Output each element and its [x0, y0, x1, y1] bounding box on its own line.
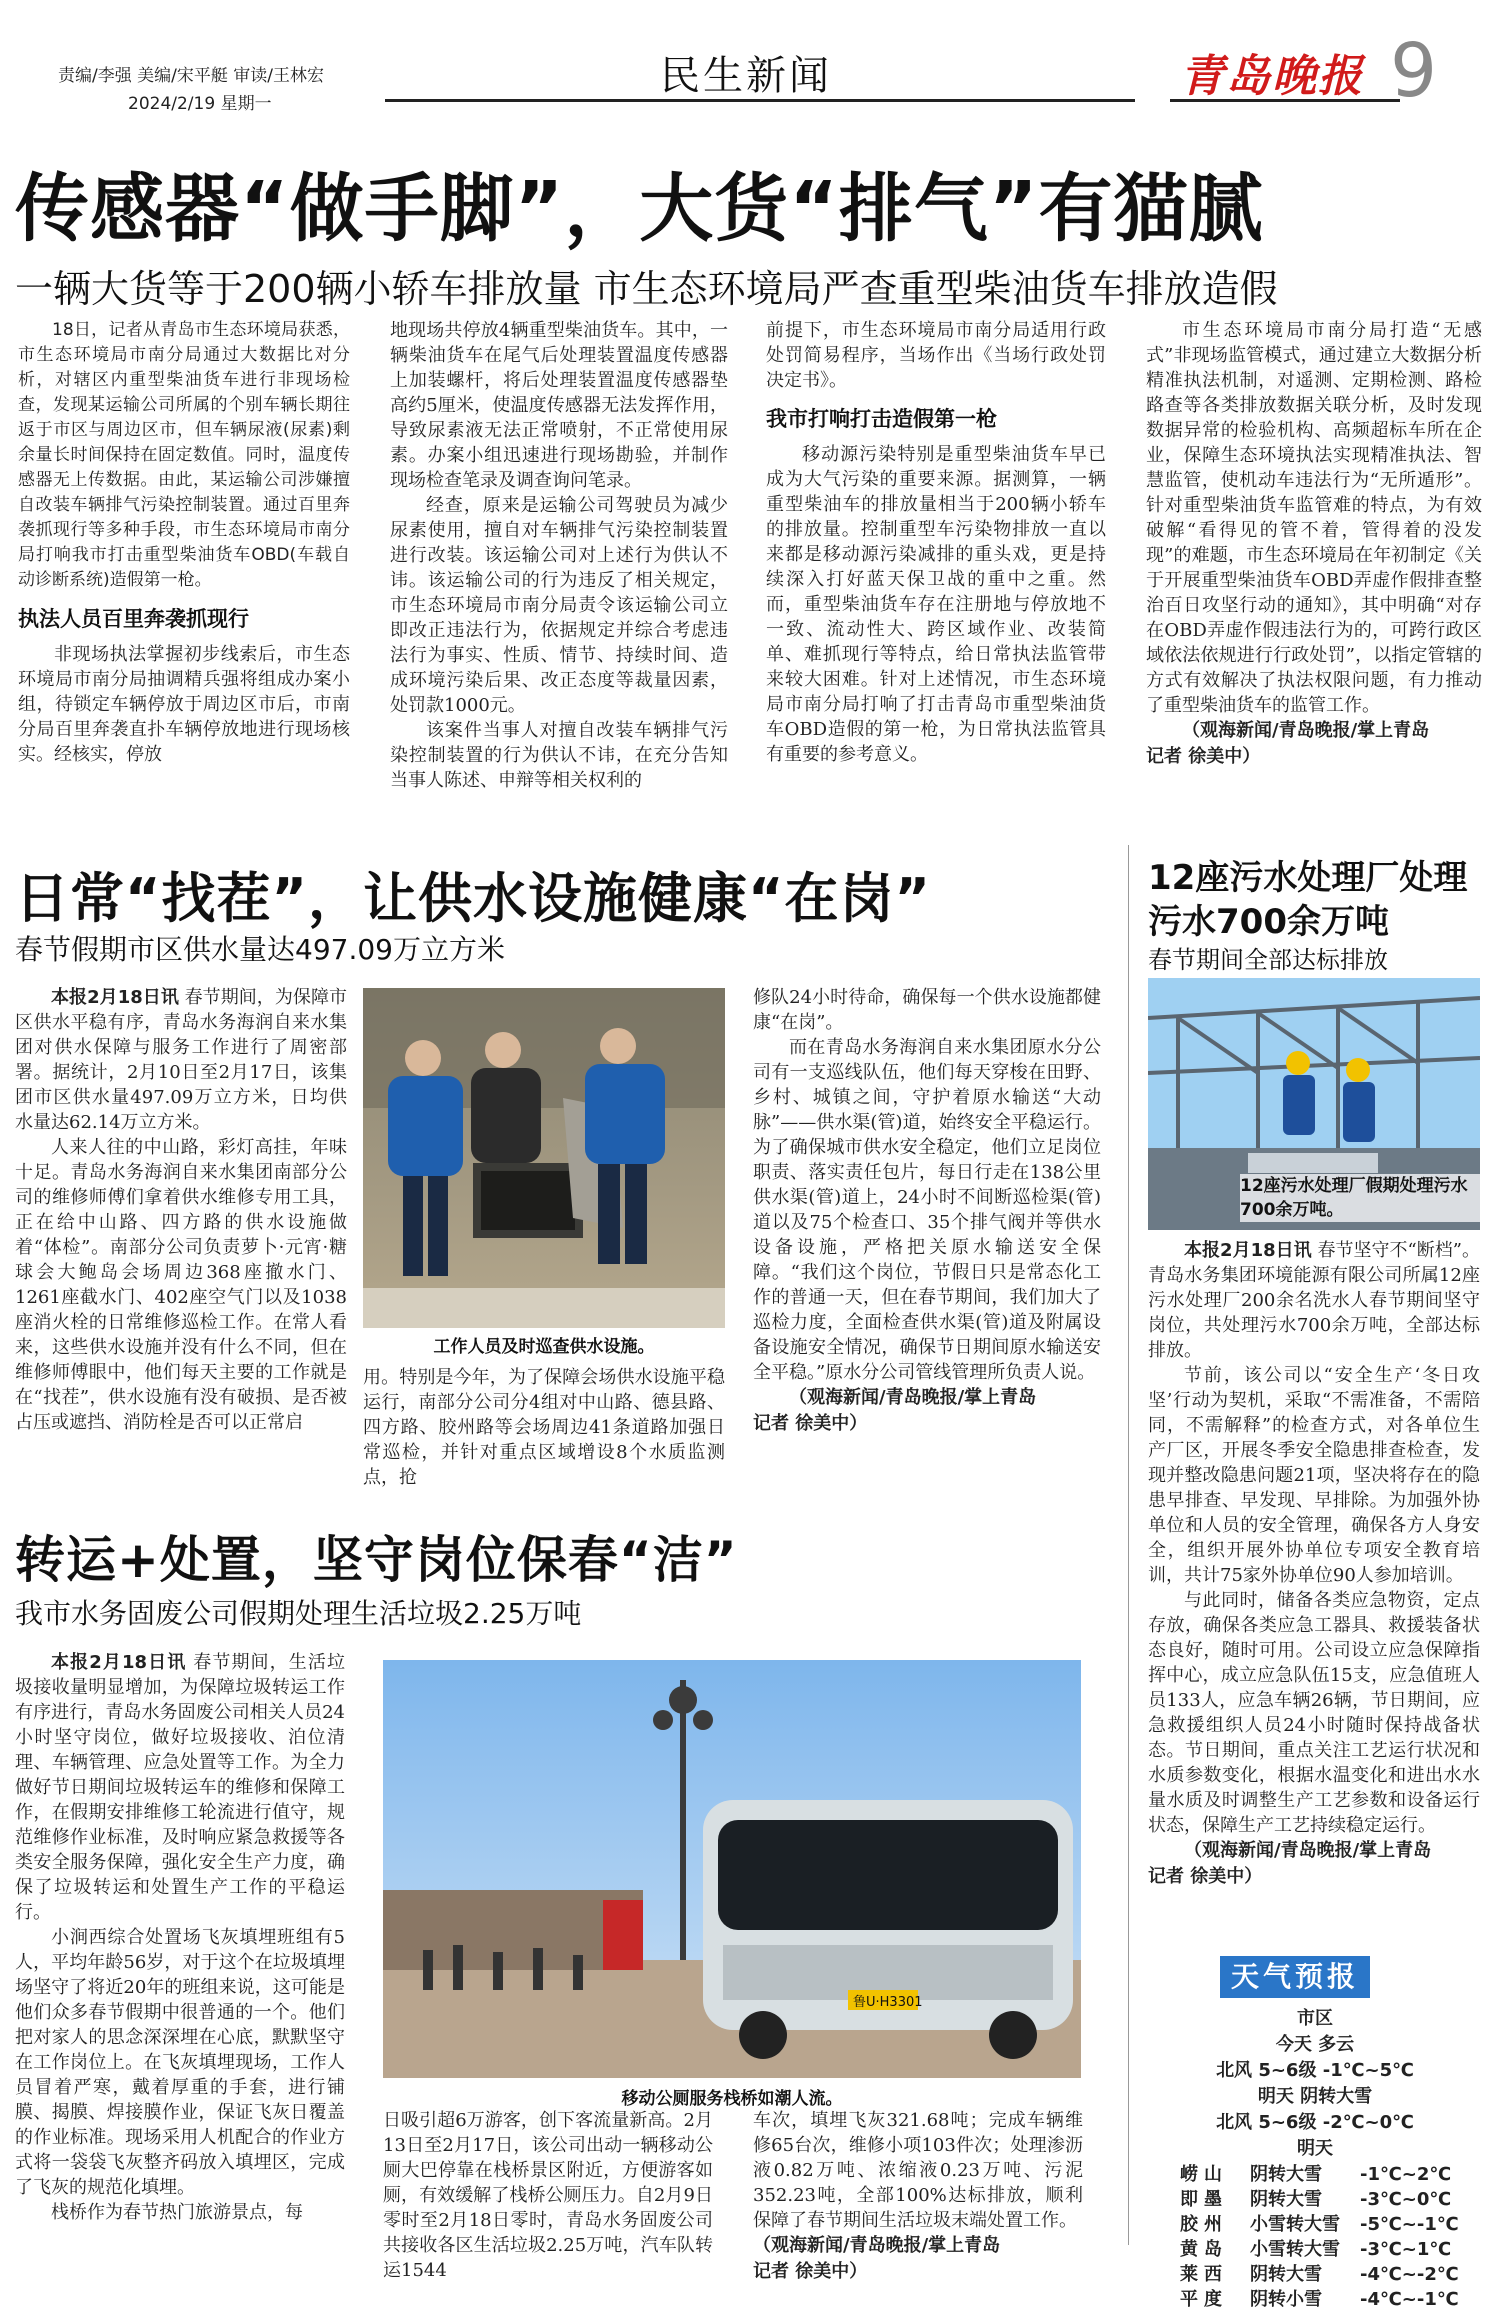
- story1-subhead-b: 我市打响打击造假第一枪: [766, 407, 997, 431]
- column-divider: [1128, 845, 1129, 2245]
- page-number: 9: [1390, 28, 1438, 114]
- story2-col3-p1: 修队24小时待命，确保每一个供水设施都健康“在岗”。: [753, 987, 1101, 1033]
- story4-subheadline: 我市水务固废公司假期处理生活垃圾2.25万吨: [15, 1597, 582, 1630]
- story1-para-a: 非现场执法掌握初步线索后，市生态环境局市南分局抽调精兵强将组成办案小组，待锁定车辆停放于周边区市后，市南分局百里奔袭直扑车辆停放地进行现场核实。经核实，停放: [18, 644, 350, 765]
- story1-col3-p2: 移动源污染特别是重型柴油货车早已成为大气污染的重要来源。据测算，一辆重型柴油车的排放量相当于200辆小轿车的排放量。控制重型车污染物排放一直以来都是移动源污染减排的重头戏，更是持续深入打好蓝天保卫战的重中之重。然而，重型柴油货车存在注册地与停放地不一致、流动性大、跨区域作业、改装简单、难抓现行等特点，给日常执法监管带来较大困难。针对上述情况，市生态环境局市南分局打响了打击青岛市重型柴油货车OBD造假的第一枪，为日常执法监管具有重要的参考意义。: [766, 444, 1106, 765]
- story1-col2: [390, 318, 728, 793]
- weather-tomorrow-detail: 北风 5~6级 -2℃~0℃: [1216, 2112, 1414, 2133]
- story3-lead-tag: 本报2月18日讯: [1184, 1240, 1312, 1261]
- story1-col1: [18, 318, 350, 767]
- story3-headline: 12座污水处理厂处理污水700余万吨: [1148, 858, 1468, 942]
- story1-col3-p1: 前提下，市生态环境局市南分局适用行政处罚简易程序，当场作出《当场行政处罚决定书》。: [766, 320, 1106, 391]
- header-rule: [385, 99, 1135, 102]
- story4-col3-p1: 车次，填埋飞灰321.68吨；完成车辆维修65台次，维修小项103件次；处理渗沥液0.82万吨、浓缩液0.23万吨、污泥352.23吨，全部100%达标排放，顺利保障了春节期间生活垃圾末端处置工作。: [753, 2110, 1083, 2231]
- story3-byline: （观海新闻/青岛晚报/掌上青岛: [1184, 1840, 1432, 1861]
- weather-districts-label: 明天: [1297, 2138, 1333, 2159]
- weather-today: 今天 多云: [1275, 2034, 1355, 2055]
- story3-p1: 春节坚守不“断档”。青岛水务集团环境能源有限公司所属12座污水处理厂200余名洗水人春节期间坚守岗位，共处理污水700余万吨，全部达标排放。: [1148, 1240, 1481, 1361]
- story4-lead-tag: 本报2月18日讯: [51, 1652, 187, 1673]
- weather-district-row: 崂山 阴转大雪 -1℃~2℃: [1180, 2164, 1452, 2185]
- story1-col2-p2: 经查，原来是运输公司驾驶员为减少尿素使用，擅自对车辆排气污染控制装置进行改装。该运输公司对上述行为供认不讳。该运输公司的行为违反了相关规定，市生态环境局市南分局责令该运输公司立即改正违法行为，依据规定并综合考虑违法行为事实、性质、情节、持续时间、造成环境污染后果、改正态度等裁量因素，处罚款1000元。: [390, 495, 728, 716]
- weather-tomorrow: 明天 阴转大雪: [1257, 2086, 1373, 2107]
- mobile-toilet-bus-photo: [383, 1660, 1081, 2078]
- story1-col2-p1: 地现场共停放4辆重型柴油货车。其中，一辆柴油货车在尾气后处理装置温度传感器上加装螺杆，将后处理装置温度传感器垫高约5厘米，使温度传感器无法发挥作用，导致尿素液无法正常喷射，不正常使用尿素。办案小组迅速进行现场勘验，并制作现场检查笔录及调查询问笔录。: [390, 320, 728, 491]
- weather-district-row: 胶州 小雪转大雪 -5℃~-1℃: [1180, 2214, 1459, 2235]
- story4-col1-p2: 小涧西综合处置场飞灰填埋班组有5人，平均年龄56岁，对于这个在垃圾填埋场坚守了将近20年的班组来说，这可能是他们众多春节假期中很普通的一个。他们把对家人的思念深深埋在心底，默默坚守在工作岗位上。在飞灰填埋现场，工作人员冒着严寒，戴着厚重的手套，进行铺膜、揭膜、焊接膜作业，保证飞灰日覆盖的作业标准。现场采用人机配合的作业方式将一袋袋飞灰整齐码放入填埋区，完成了飞灰的规范化填埋。: [15, 1927, 345, 2198]
- weather-area: 市区: [1297, 2008, 1333, 2029]
- story3-p3: 与此同时，储备各类应急物资，定点存放，确保各类应急工器具、救援装备状态良好，随时可用。公司设立应急保障指挥中心，成立应急队伍15支，应急值班人员133人，应急车辆26辆，节日期间，应急救援组织人员24小时随时保持战备状态。节日期间，重点关注工艺运行状况和水质参数变化，根据水温变化和进出水水量水质及时调整生产工艺参数和设备运行状态，保障生产工艺持续稳定运行。: [1148, 1590, 1480, 1836]
- weather-district-list: [1150, 2162, 1480, 2312]
- weather-today-detail: 北风 5~6级 -1℃~5℃: [1216, 2060, 1414, 2081]
- story2-headline: 日常“找茬”，让供水设施健康“在岗”: [15, 867, 931, 930]
- story2-col3-p2: 而在青岛水务海润自来水集团原水分公司有一支巡线队伍，他们每天穿梭在田野、乡村、城镇之间，守护着原水输送“大动脉”——供水渠(管)道，始终安全平稳运行。为了确保城市供水安全稳定，他们立足岗位职责、落实责任包片，每日行走在138公里供水渠(管)道上，24小时不间断巡检渠(管)道以及75个检查口、35个排气阀并等供水设备设施，严格把关原水输送安全保障。“我们这个岗位，节假日只是常态化工作的普通一天，但在春节期间，我们加大了巡检力度，全面检查供水渠(管)道及附属设备设施安全情况，确保节日期间原水输送安全平稳。”原水分公司管线管理所负责人说。: [753, 1037, 1101, 1383]
- water-inspection-photo: [363, 988, 725, 1328]
- weather-title: 天气预报: [1220, 1956, 1370, 1998]
- story2-lead-tag: 本报2月18日讯: [51, 987, 179, 1008]
- story3-reporter: 记者 徐美中）: [1148, 1866, 1263, 1887]
- story4-byline: （观海新闻/青岛晚报/掌上青岛: [753, 2235, 1001, 2256]
- story2-col1: [15, 985, 347, 1435]
- paper-logo: 青岛晚报: [1180, 51, 1364, 102]
- story2-col2-p1: 用。特别是今年，为了保障会场供水设施平稳运行，南部分公司分4组对中山路、德县路、四方路、胶州路等会场周边41条道路加强日常巡检，并针对重点区域增设8个水质监测点，抢: [363, 1367, 725, 1488]
- header-credits: [58, 62, 324, 118]
- story3-body: [1148, 1238, 1480, 1890]
- weather-district-row: 即墨 阴转大雪 -3℃~0℃: [1180, 2189, 1452, 2210]
- weather-district-row: 黄岛 小雪转大雪 -3℃~1℃: [1180, 2239, 1452, 2260]
- section-name: 民生新闻: [660, 53, 832, 99]
- story4-col1-p1: 春节期间，生活垃圾接收量明显增加，为保障垃圾转运工作有序进行，青岛水务固废公司相关人员24小时坚守岗位，做好垃圾接收、泊位清理、车辆管理、应急处置等工作。为全力做好节日期间垃圾转运车的维修和保障工作，在假期安排维修工轮流进行值守，规范维修作业标准，及时响应紧急救援等各类安全服务保障，强化安全生产力度，确保了垃圾转运和处置生产工作的平稳运行。: [15, 1652, 346, 1923]
- weather-panel: [1150, 2006, 1480, 2312]
- story1-reporter: 记者 徐美中）: [1146, 746, 1261, 767]
- story4-col3: [753, 2108, 1083, 2285]
- weather-district-row: 莱西 阴转大雪 -4℃~-2℃: [1180, 2264, 1459, 2285]
- story4-col1: [15, 1650, 345, 2225]
- credits-line: 责编/李强 美编/宋平艇 审读/王林宏: [58, 66, 324, 86]
- story1-col4-p1: 市生态环境局市南分局打造“无感式”非现场监管模式，通过建立大数据分析精准执法机制，对遥测、定期检测、路检路查等各类排放数据关联分析，及时发现数据异常的检验机构、高频超标车所在企业，保障生态环境执法实现精准执法、智慧监管，使机动车违法行为“无所遁形”。针对重型柴油货车监管难的特点，为有效破解“看得见的管不着，管得着的没发现”的难题，市生态环境局在年初制定《关于开展重型柴油货车OBD弄虚作假排查整治百日攻坚行动的通知》，其中明确“对存在OBD弄虚作假违法行为的，可跨行政区域依法依规进行行政处罚”，以指定管辖的方式有效解决了执法权限问题，有力推动了重型柴油货车的监管工作。: [1146, 320, 1482, 716]
- story2-photo-caption: 工作人员及时巡查供水设施。: [433, 1337, 655, 1357]
- bus-plate: 鲁U·H3301: [853, 1995, 923, 2010]
- story2-photo: [363, 988, 725, 1328]
- story4-col2-p1: 日吸引超6万游客，创下客流量新高。2月13日至2月17日，该公司出动一辆移动公厕大巴停靠在栈桥景区附近，方便游客如厕，有效缓解了栈桥公厕压力。自2月9日零时至2月18日零时，青岛水务固废公司共接收各区生活垃圾2.25万吨，汽车队转运1544: [383, 2110, 713, 2281]
- story2-byline: （观海新闻/青岛晚报/掌上青岛: [789, 1387, 1037, 1408]
- story2-col1-p1: 春节期间，为保障市区供水平稳有序，青岛水务海润自来水集团对供水保障与服务工作进行了周密部署。据统计，2月10日至2月17日，该集团市区供水量497.09万立方米，日均供水量达62.14万立方米。: [15, 987, 347, 1133]
- story1-subheadline: 一辆大货等于200辆小轿车排放量 市生态环境局严查重型柴油货车排放造假: [15, 267, 1278, 311]
- story3-subheadline: 春节期间全部达标排放: [1148, 946, 1388, 974]
- story1-subhead-a: 执法人员百里奔袭抓现行: [18, 607, 249, 631]
- story1-col2-p3: 该案件当事人对擅自改装车辆排气污染控制装置的行为供认不讳，在充分告知当事人陈述、申辩等相关权利的: [390, 720, 728, 791]
- story4-reporter: 记者 徐美中）: [753, 2261, 868, 2282]
- story1-col3: [766, 318, 1106, 767]
- story3-photo-caption: 12座污水处理厂假期处理污水700余万吨。: [1240, 1174, 1480, 1222]
- story2-col2: [363, 1365, 725, 1490]
- story4-col1-p3: 栈桥作为春节热门旅游景点，每: [51, 2202, 303, 2223]
- story4-photo: [383, 1660, 1081, 2078]
- story4-headline: 转运+处置，坚守岗位保春“洁”: [15, 1531, 738, 1589]
- story1-lead: 18日，记者从青岛市生态环境局获悉，市生态环境局市南分局通过大数据比对分析，对辖区内重型柴油货车进行非现场检查，发现某运输公司所属的个别车辆长期往返于市区与周边区市，但车辆尿液(尿素)剩余量长时间保持在固定数值。同时，温度传感器无上传数据。由此，某运输公司涉嫌擅自改装车辆排气污染控制装置。通过百里奔袭抓现行等多种手段，市生态环境局市南分局打响我市打击重型柴油货车OBD(车载自动诊断系统)造假第一枪。: [18, 320, 350, 590]
- story3-p2: 节前，该公司以“安全生产‘冬日攻坚’行动为契机，采取“不需准备，不需陪同，不需解释”的检查方式，对各单位生产厂区，开展冬季安全隐患排查检查，发现并整改隐患问题21项，坚决将存在的隐患早排查、早发现、早排除。为加强外协单位和人员的安全管理，确保各方人身安全，组织开展外协单位专项安全教育培训，共计75家外协单位90人参加培训。: [1148, 1365, 1480, 1586]
- story1-byline: （观海新闻/青岛晚报/掌上青岛: [1182, 720, 1430, 741]
- story2-reporter: 记者 徐美中）: [753, 1413, 868, 1434]
- story1-headline: 传感器“做手脚”，大货“排气”有猫腻: [15, 166, 1264, 252]
- story2-col3: [753, 985, 1101, 1437]
- story1-col4: [1146, 318, 1482, 770]
- story4-photo-caption: 移动公厕服务栈桥如潮人流。: [621, 2089, 843, 2109]
- story2-col1-p2: 人来人往的中山路，彩灯高挂，年味十足。青岛水务海润自来水集团南部分公司的维修师傅们拿着供水维修专用工具，正在给中山路、四方路的供水设施做着“体检”。南部分公司负责萝卜·元宵·糖球会大鲍岛会场周边368座撤水门、1261座截水门、402座空气门以及1038座消火栓的日常维修巡检工作。在常人看来，这些供水设施并没有什么不同，但在维修师傅眼中，他们每天主要的工作就是在“找茬”，供水设施有没有破损、是否被占压或遮挡、消防栓是否可以正常启: [15, 1137, 347, 1433]
- issue-date: 2024/2/19 星期一: [128, 94, 272, 114]
- story2-subheadline: 春节假期市区供水量达497.09万立方米: [15, 933, 505, 966]
- story4-col2: [383, 2108, 713, 2283]
- weather-district-row: 平度 阴转小雪 -4℃~-1℃: [1180, 2289, 1459, 2310]
